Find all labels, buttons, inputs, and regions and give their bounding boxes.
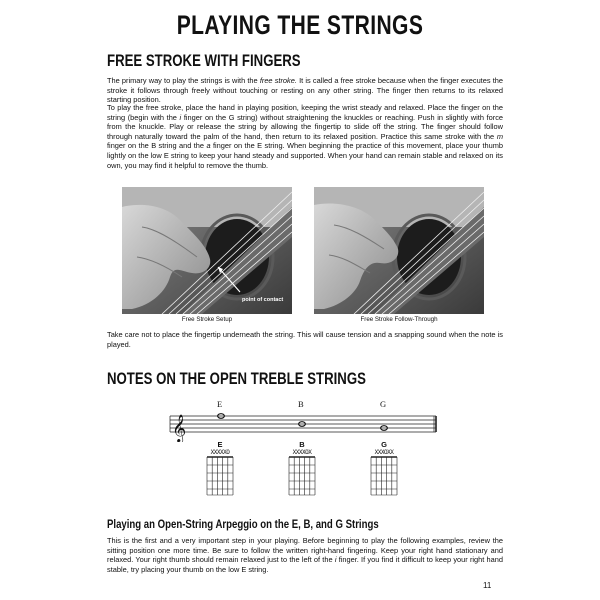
emphasis-a: a — [206, 141, 211, 151]
chord-diagram-b — [284, 440, 320, 498]
chord-diagram-e — [202, 440, 238, 498]
text-run: The primary way to play the strings is with the — [107, 76, 260, 85]
chord-name-b: B — [299, 440, 305, 449]
chord-name-g: G — [381, 440, 387, 449]
caption-free-stroke-follow-through: Free Stroke Follow-Through — [360, 316, 438, 323]
emphasis-free-stroke: free stroke. — [259, 76, 297, 85]
note-label-b: B — [298, 399, 304, 409]
text-run: finger on the B string and the — [107, 141, 207, 151]
paragraph-arpeggio — [107, 536, 503, 574]
note-label-e: E — [217, 399, 223, 409]
music-staff — [168, 410, 438, 442]
text-run: It is called a free stroke because when the finger executes the stroke it follows through freely without touching or resting on any other string. The finger then returns to its relaxed starting position. — [107, 76, 503, 105]
page-title: PLAYING THE STRINGS — [176, 10, 424, 40]
treble-clef-icon: 𝄞 — [172, 414, 187, 442]
chord-marks-g: XXXOXX — [374, 449, 394, 456]
chord-marks-e: XXXXXO — [210, 449, 230, 456]
section-heading-open-treble-strings: NOTES ON THE OPEN TREBLE STRINGS — [107, 370, 366, 388]
text-run: To play the free stroke, place the hand in playing position, keeping the wrist steady and relaxed. Place the finger on the string (begin with the — [107, 103, 503, 122]
text-run: finger on the E string. When beginning the practice of this movement, place your thumb lightly on the low E string to keep your hand steady and supported. When your hand can remain stable and relaxed on its own, you may find it helpful to remove the thumb. — [107, 141, 503, 170]
paragraph-free-stroke-instructions — [107, 103, 503, 170]
photo-free-stroke-setup — [122, 187, 292, 314]
photo-free-stroke-follow-through — [314, 187, 484, 314]
chord-name-e: E — [217, 440, 223, 449]
page-number: 11 — [483, 581, 492, 590]
paragraph-caution: Take care not to place the fingertip underneath the string. This will cause tension and a snapping sound when the note is played. — [107, 330, 503, 349]
text-run: finger. If you find it difficult to keep your right hand stable, try placing your thumb on the low E string. — [107, 555, 503, 574]
caption-free-stroke-setup: Free Stroke Setup — [181, 316, 233, 323]
note-label-g: G — [380, 399, 387, 409]
chord-marks-b: XXXXOX — [292, 449, 312, 456]
emphasis-m: m — [496, 131, 503, 141]
section-heading-free-stroke: FREE STROKE WITH FINGERS — [107, 52, 301, 70]
photo-annotation-point-of-contact: point of contact — [242, 297, 284, 303]
emphasis-i: i — [179, 112, 182, 122]
chord-diagram-g — [366, 440, 402, 498]
text-run: finger on the G string) without straightening the knuckles or reaching. Push in slightly with force from the knuckle. Play or release the string by allowing the fingertip to slide off the string. The finger should follow through naturally toward the palm of the hand, then return to its relaxed position. Practice this same stroke with the — [107, 112, 503, 141]
section-heading-arpeggio: Playing an Open-String Arpeggio on the E, B, and G Strings — [107, 517, 379, 531]
text-run: This is the first and a very important step in your playing. Before beginning to play the following examples, review the sitting position one more time. Be sure to follow the written right-hand fingering. Keep your right hand stationary and relaxed. Your right thumb should remain relaxed just to the left of the — [107, 536, 503, 565]
paragraph-free-stroke-intro — [107, 76, 503, 105]
emphasis-i: i — [334, 555, 337, 565]
